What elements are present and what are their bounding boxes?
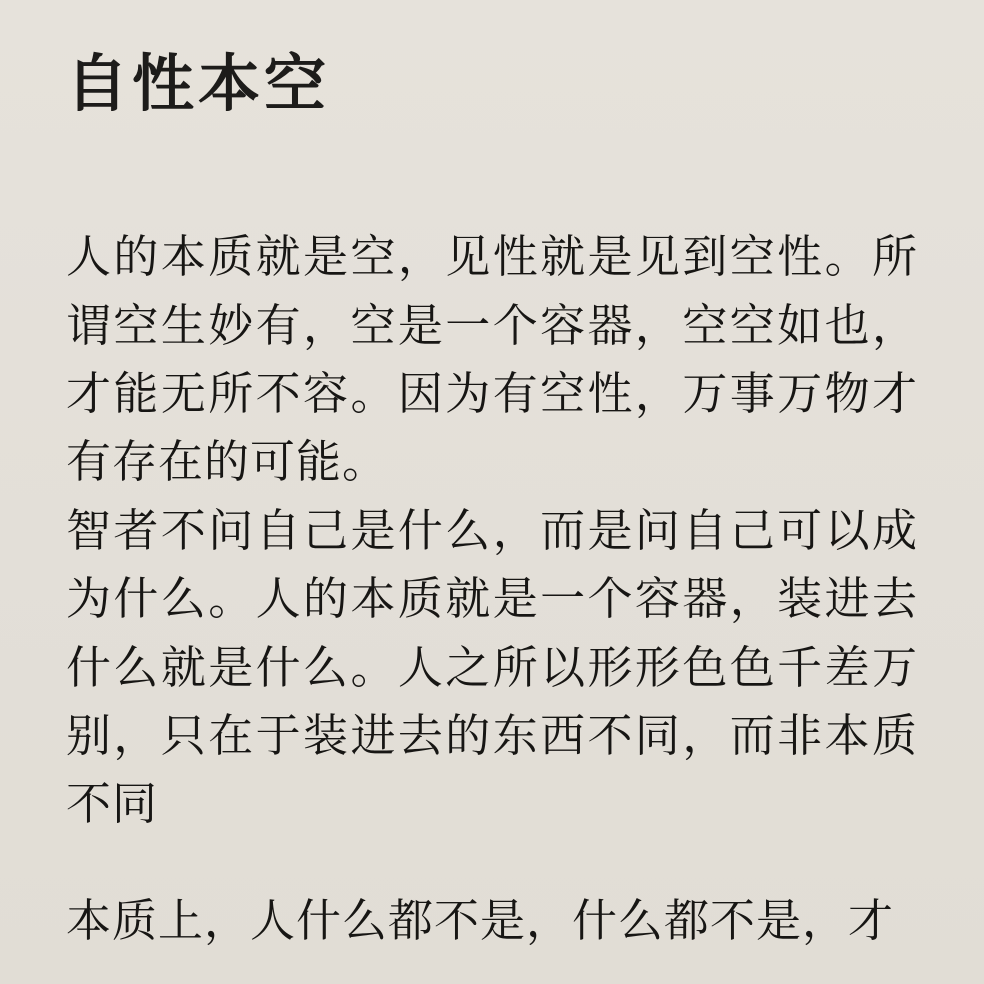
paragraph-2: 智者不问自己是什么，而是问自己可以成为什么。人的本质就是一个容器，装进去什么就是什么。人之所以形形色色千差万别，只在于装进去的东西不同，而非本质不同 (66, 503, 918, 831)
document-body (66, 223, 918, 955)
paragraph-1: 人的本质就是空，见性就是见到空性。所谓空生妙有，空是一个容器，空空如也，才能无所不容。因为有空性，万事万物才有存在的可能。 (66, 230, 918, 489)
page-title: 自性本空 (66, 47, 331, 120)
paragraph-3: 本质上，人什么都不是，什么都不是，才 (66, 893, 895, 947)
